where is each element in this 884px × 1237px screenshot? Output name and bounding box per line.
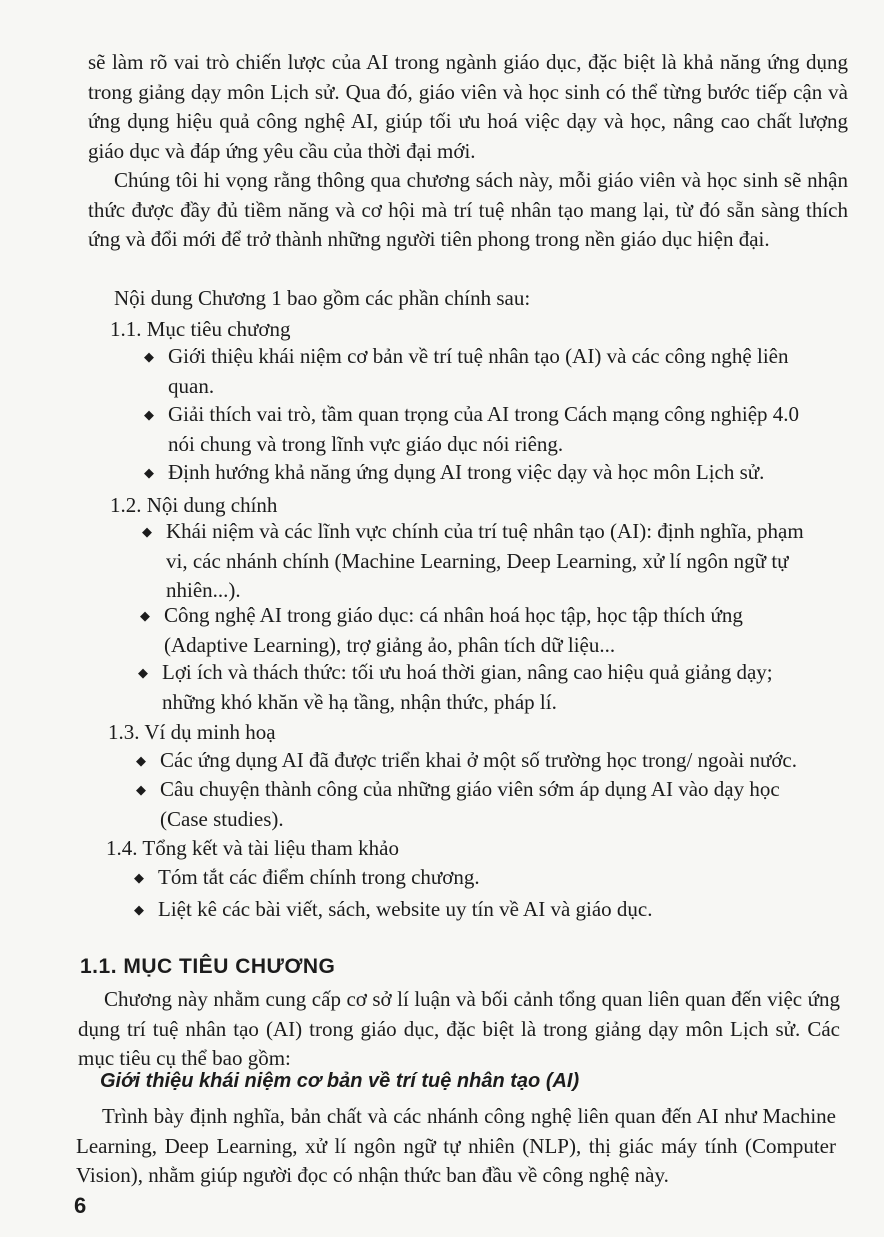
outline-item: ◆ Lợi ích và thách thức: tối ưu hoá thời gian, nâng cao hiệu quả giảng dạy; những khó khăn về hạ tầng, nhận thức, pháp lí.	[138, 660, 773, 714]
contents-intro: Nội dung Chương 1 bao gồm các phần chính sau:	[114, 286, 531, 310]
bullet-diamond-icon: ◆	[136, 753, 146, 768]
section-heading: 1.1. MỤC TIÊU CHƯƠNG	[80, 955, 336, 978]
outline-item: ◆ Tóm tắt các điểm chính trong chương.	[132, 863, 812, 893]
bullet-diamond-icon: ◆	[134, 902, 144, 917]
outline-section-1-4: 1.4. Tổng kết và tài liệu tham khảo	[106, 836, 399, 860]
outline-item: ◆ Giới thiệu khái niệm cơ bản về trí tuệ nhân tạo (AI) và các công nghệ liên quan.	[144, 344, 789, 398]
outline-item: ◆ Câu chuyện thành công của những giáo viên sớm áp dụng AI vào dạy học (Case studies).	[136, 777, 780, 831]
outline-item: ◆ Công nghệ AI trong giáo dục: cá nhân hoá học tập, học tập thích ứng (Adaptive Learning), trợ giảng ảo, phân tích dữ liệu...	[140, 603, 743, 657]
bullet-diamond-icon: ◆	[144, 407, 154, 422]
bullet-diamond-icon: ◆	[140, 608, 150, 623]
outline-section-1-2: 1.2. Nội dung chính	[110, 493, 278, 517]
outline-item: ◆ Giải thích vai trò, tầm quan trọng của AI trong Cách mạng công nghiệp 4.0 nói chung và trong lĩnh vực giáo dục nói riêng.	[144, 402, 800, 456]
outline-item: ◆ Các ứng dụng AI đã được triển khai ở một số trường học trong/ ngoài nước.	[134, 746, 834, 776]
page-number: 6	[74, 1193, 87, 1218]
bullet-diamond-icon: ◆	[144, 349, 154, 364]
bullet-diamond-icon: ◆	[144, 465, 154, 480]
subheading: Giới thiệu khái niệm cơ bản về trí tuệ nhân tạo (AI)	[100, 1070, 580, 1092]
outline-section-1-3: 1.3. Ví dụ minh hoạ	[108, 720, 276, 744]
bullet-diamond-icon: ◆	[136, 782, 146, 797]
outline-section-1-1: 1.1. Mục tiêu chương	[110, 317, 291, 341]
intro-continuation-paragraph: sẽ làm rõ vai trò chiến lược của AI trong ngành giáo dục, đặc biệt là khả năng ứng dụng trong giảng dạy môn Lịch sử. Qua đó, giáo viên và học sinh có thể từng bước tiếp cận và ứng dụng hiệu quả công nghệ AI, giúp tối ưu hoá việc dạy và học, nâng cao chất lượng giáo dục và đáp ứng yêu cầu của thời đại mới.	[88, 50, 848, 163]
outline-item: ◆ Liệt kê các bài viết, sách, website uy tín về AI và giáo dục.	[132, 895, 812, 925]
bullet-diamond-icon: ◆	[134, 870, 144, 885]
section-intro-paragraph: Chương này nhằm cung cấp cơ sở lí luận và bối cảnh tổng quan liên quan đến việc ứng dụng trí tuệ nhân tạo (AI) trong giáo dục, đặc biệt là trong giảng dạy môn Lịch sử. Các mục tiêu cụ thể bao gồm:	[78, 987, 840, 1070]
hope-paragraph: Chúng tôi hi vọng rằng thông qua chương sách này, mỗi giáo viên và học sinh sẽ nhận thức được đầy đủ tiềm năng và cơ hội mà trí tuệ nhân tạo mang lại, từ đó sẵn sàng thích ứng và đổi mới để trở thành những người tiên phong trong nền giáo dục hiện đại.	[88, 168, 848, 251]
sub-paragraph: Trình bày định nghĩa, bản chất và các nhánh công nghệ liên quan đến AI như Machine Learning, Deep Learning, xử lí ngôn ngữ tự nhiên (NLP), thị giác máy tính (Computer Vision), nhằm giúp người đọc có nhận thức ban đầu về công nghệ này.	[76, 1104, 836, 1187]
bullet-diamond-icon: ◆	[142, 524, 152, 539]
outline-item: ◆ Khái niệm và các lĩnh vực chính của trí tuệ nhân tạo (AI): định nghĩa, phạm vi, các nhánh chính (Machine Learning, Deep Learning, xử lí ngôn ngữ tự nhiên...).	[142, 519, 804, 602]
bullet-diamond-icon: ◆	[138, 665, 148, 680]
outline-item: ◆ Định hướng khả năng ứng dụng AI trong việc dạy và học môn Lịch sử.	[142, 458, 822, 488]
